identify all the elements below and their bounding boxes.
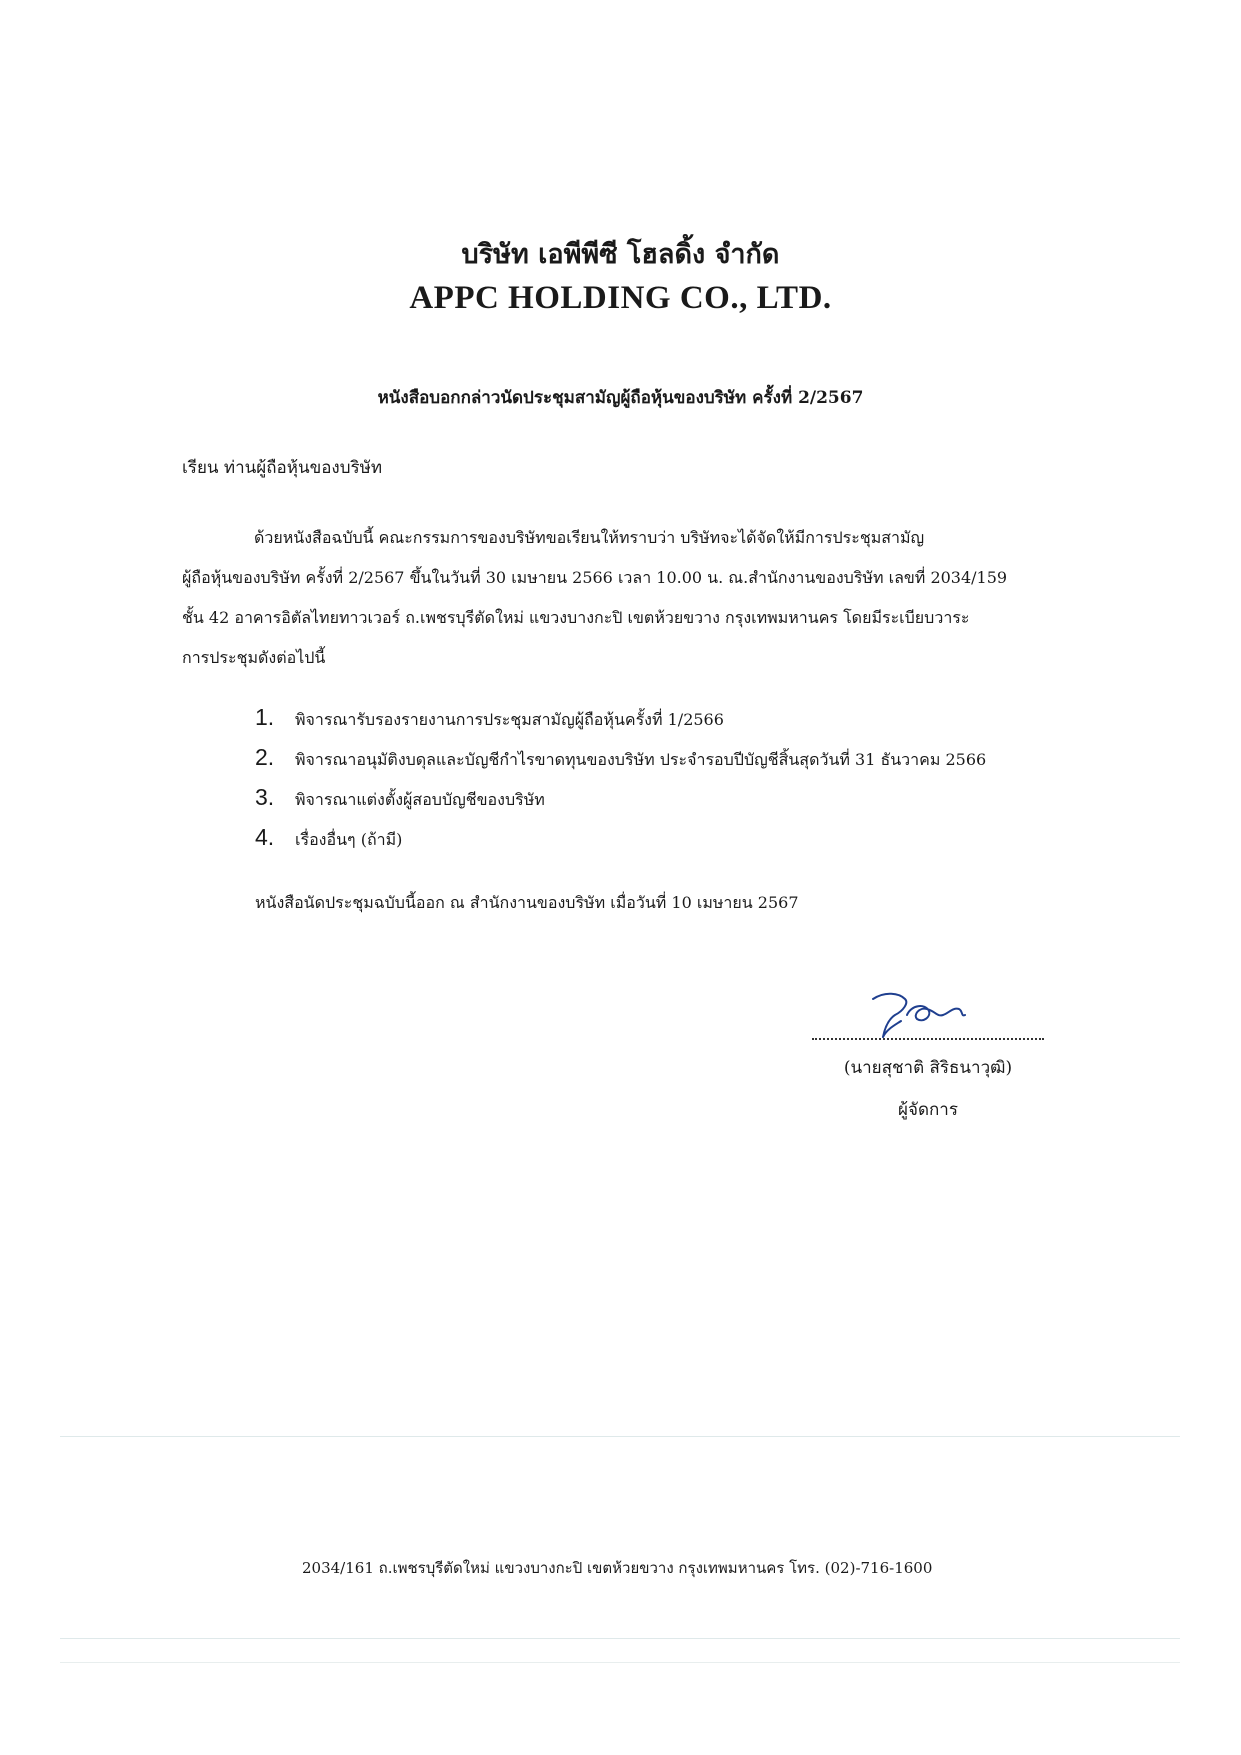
handwritten-signature [865, 985, 975, 1045]
document-title: หนังสือบอกกล่าวนัดประชุมสามัญผู้ถือหุ้นของบริษัท ครั้งที่ 2/2567 [377, 388, 864, 408]
footer-address: 2034/161 ถ.เพชรบุรีตัดใหม่ แขวงบางกะปิ เขตห้วยขวาง กรุงเทพมหานคร โทร. (02)-716-1600 [302, 1559, 933, 1577]
agenda-item [255, 744, 1115, 784]
scan-artifact-line [60, 1436, 1180, 1437]
agenda-number: 3. [255, 784, 275, 810]
agenda-text: พิจารณาแต่งตั้งผู้สอบบัญชีของบริษัท [295, 790, 545, 809]
company-name-thai: บริษัท เอพีพีซี โฮลดิ้ง จำกัด [461, 239, 780, 270]
agenda-number: 1. [255, 704, 275, 730]
issued-note: หนังสือนัดประชุมฉบับนี้ออก ณ สำนักงานของบริษัท เมื่อวันที่ 10 เมษายน 2567 [255, 893, 799, 912]
agenda-item [255, 704, 1115, 744]
agenda-text: พิจารณารับรองรายงานการประชุมสามัญผู้ถือหุ้นครั้งที่ 1/2566 [295, 710, 724, 729]
signer-position: ผู้จัดการ [898, 1100, 958, 1120]
signature-line [812, 1038, 1044, 1040]
signer-name: (นายสุชาติ สิริธนาวุฒิ) [843, 1058, 1013, 1078]
salutation: เรียน ท่านผู้ถือหุ้นของบริษัท [182, 458, 383, 478]
agenda-text: เรื่องอื่นๆ (ถ้ามี) [295, 830, 403, 849]
agenda-item [255, 784, 1115, 824]
body-paragraph [182, 518, 1084, 678]
body-line: ผู้ถือหุ้นของบริษัท ครั้งที่ 2/2567 ขึ้นในวันที่ 30 เมษายน 2566 เวลา 10.00 น. ณ.สำนักงานของบริษัท เลขที่ 2034/159 [182, 568, 1008, 587]
body-line: การประชุมดังต่อไปนี้ [182, 648, 326, 667]
agenda-number: 4. [255, 824, 275, 850]
body-line: ด้วยหนังสือฉบับนี้ คณะกรรมการของบริษัทขอเรียนให้ทราบว่า บริษัทจะได้จัดให้มีการประชุมสามัญ [254, 528, 925, 547]
company-name-english: APPC HOLDING CO., LTD. [409, 280, 832, 316]
agenda-list [255, 704, 1115, 864]
scan-artifact-line [60, 1638, 1180, 1639]
body-line: ชั้น 42 อาคารอิตัลไทยทาวเวอร์ ถ.เพชรบุรีตัดใหม่ แขวงบางกะปิ เขตห้วยขวาง กรุงเทพมหานคร โดยมีระเบียบวาระ [182, 608, 970, 627]
scan-artifact-line [60, 1662, 1180, 1663]
agenda-item [255, 824, 1115, 864]
agenda-number: 2. [255, 744, 275, 770]
agenda-text: พิจารณาอนุมัติงบดุลและบัญชีกำไรขาดทุนของบริษัท ประจำรอบปีบัญชีสิ้นสุดวันที่ 31 ธันวาคม 2566 [295, 750, 987, 769]
